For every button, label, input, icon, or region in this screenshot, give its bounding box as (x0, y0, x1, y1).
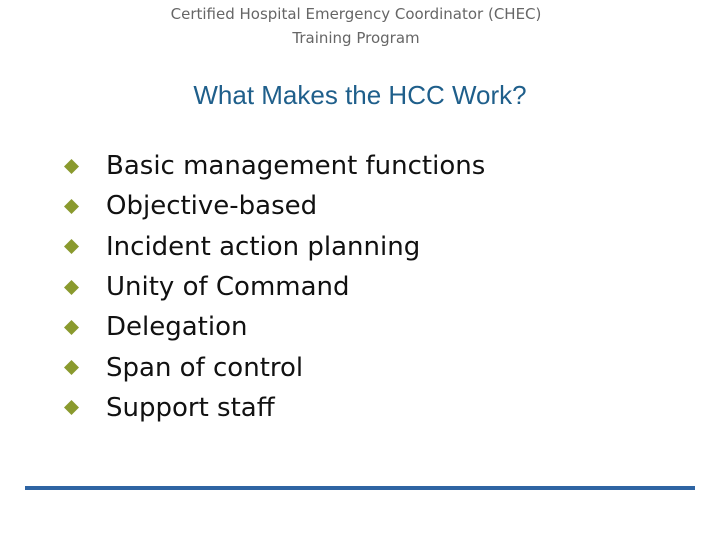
header-line-2: Training Program (292, 29, 420, 47)
diamond-bullet-icon (64, 280, 79, 295)
bullet-item (64, 227, 485, 267)
slide-title: What Makes the HCC Work? (193, 80, 527, 110)
bullet-text: Basic management functions (106, 151, 486, 182)
diamond-bullet-icon (64, 320, 79, 335)
slide-header (0, 2, 712, 50)
bullet-item (64, 307, 485, 347)
bullet-text: Unity of Command (106, 272, 350, 303)
bullet-item (64, 347, 485, 387)
bullet-text: Incident action planning (106, 231, 421, 262)
header-line-1: Certified Hospital Emergency Coordinator (CHEC) (170, 5, 542, 23)
bullet-text: Support staff (106, 392, 275, 423)
bullet-text: Span of control (106, 352, 304, 383)
bullet-text: Delegation (106, 312, 248, 343)
diamond-bullet-icon (64, 239, 79, 254)
bullet-item (64, 146, 485, 186)
bullet-list (64, 146, 485, 428)
bullet-item (64, 186, 485, 226)
bullet-item (64, 388, 485, 428)
diamond-bullet-icon (64, 400, 79, 415)
bullet-text: Objective-based (106, 191, 318, 222)
footer-divider (25, 486, 695, 490)
diamond-bullet-icon (64, 159, 79, 174)
bullet-item (64, 267, 485, 307)
diamond-bullet-icon (64, 199, 79, 214)
diamond-bullet-icon (64, 360, 79, 375)
